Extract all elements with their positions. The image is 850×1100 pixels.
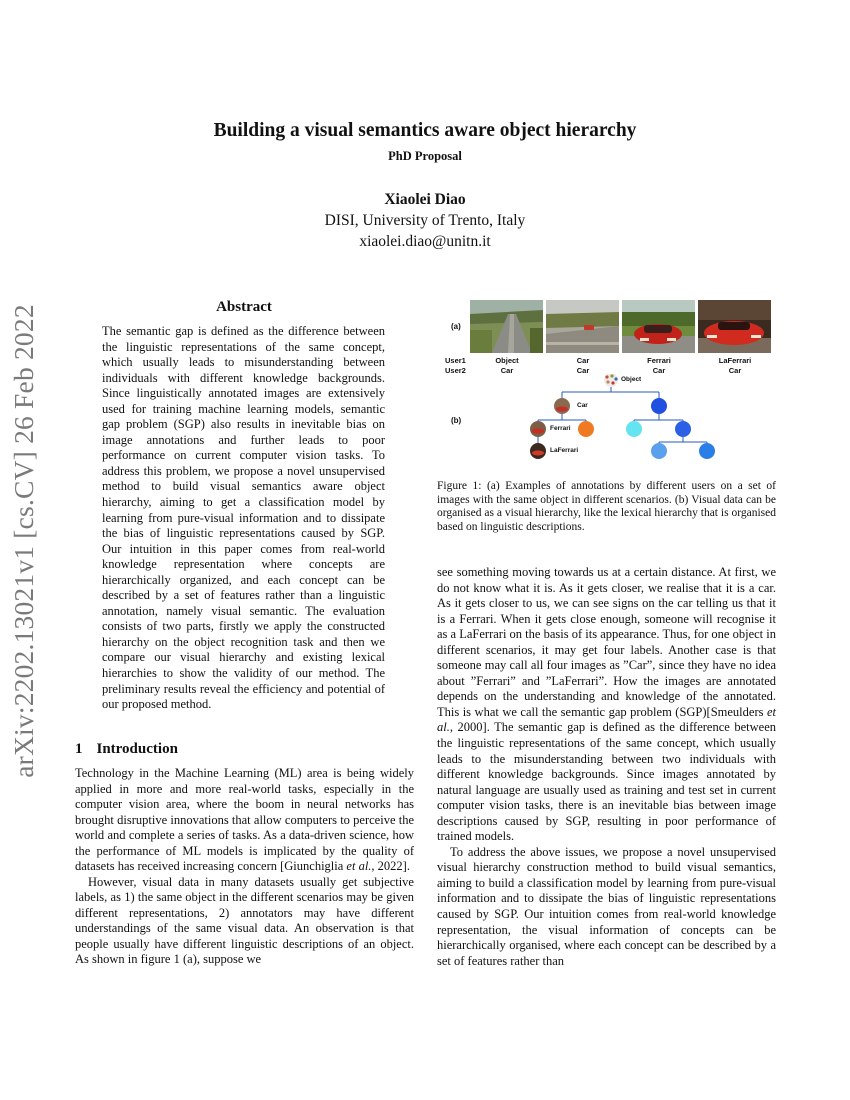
panel-label-a: (a) [451, 322, 461, 331]
visual-hierarchy-diagram [437, 374, 776, 474]
text-run: Technology in the Machine Learning (ML) area is being widely applied in more and more real-world tasks, especially in the computer vision area, where the boom in neural networks has brought disruptive innovations that allow computers to perceive the world and complete a series of tasks. As a data-driven science, how the performance of ML models is implicated by the quality of datasets has received increasing concern [Giunchiglia [75, 766, 414, 873]
object-node [604, 374, 618, 387]
figure-1 [437, 296, 776, 476]
car-node [554, 398, 570, 414]
arxiv-id: arXiv:2202.13021v1 [cs.CV] 26 Feb 2022 [8, 304, 39, 778]
annotation-u2: Car [652, 366, 666, 375]
tree-label-ferrari: Ferrari [550, 425, 571, 432]
annotation-u2: Car [576, 366, 590, 375]
light-blue-node [651, 443, 667, 459]
right-column-body [437, 565, 776, 969]
laferrari-node [530, 443, 546, 459]
user2-label: User2 [445, 366, 466, 375]
user1-label: User1 [445, 356, 466, 365]
cyan-node [626, 421, 642, 437]
photo-road [470, 300, 543, 353]
annotation-u1: Object [495, 356, 519, 365]
annotation-u2: Car [500, 366, 514, 375]
annotation-u1: Ferrari [647, 356, 671, 365]
section-heading [75, 741, 178, 758]
abstract-text: The semantic gap is defined as the difference between the linguistic representations of the same concept, which usually leads to misunderstanding between individuals with different knowledge backgrounds. Since linguistically annotated images are extensively used for training machine learning models, semantic gap problem (SGP) also results in inevitable bias on image annotations and further leads to poor performance on current computer vision tasks. To address this problem, we propose a novel unsupervised method to build visual semantics aware object hierarchy, aiming to get a classification model by learning from pure-visual information and to dissipate the bias of linguistic representations caused by SGP. Our intuition in this paper comes from real-world knowledge representation where concepts are hierarchically organized, and each concept can be described by a set of features rather than a linguistic annotation, namely visual semantic. The evaluation consists of two parts, firstly we apply the constructed hierarchy on the object recognition task and then we compare our visual hierarchy and existing lexical hierarchies to show the validity of our method. The preliminary results reveal the efficiency and potential of our proposed method. [102, 324, 385, 712]
photo-laferrari [698, 300, 771, 353]
figure-caption: Figure 1: (a) Examples of annotations by different users on a set of images with the same object in different scenarios. (b) Visual data can be organised as a visual hierarchy, like the lexical hierarchy that is organised based on linguistic descriptions. [437, 480, 776, 533]
orange-node [578, 421, 594, 437]
text-run: , 2000]. The semantic gap is defined as the difference between the linguistic representations of the same concept, which usually leads to the misunderstanding between two individuals with different knowledge backgrounds. Since images annotated by natural language are usually used as training and test set in current computer vision tasks, there is an inevitable bias between image descriptions caused by SGP, resulting in poor performance of trained models. [437, 720, 776, 844]
paragraph: To address the above issues, we propose a novel unsupervised visual hierarchy construction method to build visual semantics, aiming to build a classification model by learning from pure-visual information and to dissipate the bias of linguistic representations caused by SGP. Our intuition comes from real-world knowledge representation, the visual information of concepts can be hierarchically organised, where each concept can be described by a set of features rather than [437, 844, 776, 968]
author-email: xiaolei.diao@unitn.it [359, 233, 491, 250]
abstract-heading: Abstract [216, 299, 272, 315]
author-affiliation: DISI, University of Trento, Italy [324, 212, 526, 229]
photo-car [546, 300, 619, 353]
annotation-u1: Car [576, 356, 590, 365]
section-number: 1 [75, 741, 83, 757]
arxiv-stamp [2, 292, 46, 790]
text-run: see something moving towards us at a certain distance. At first, we do not know what it is. As it gets closer, we realise that it is a car. As it gets closer to us, we can see signs on the car telling us that it is a Ferrari. When it gets close enough, someone will recognise it as a LaFerrari on the basis of its appearance. Thus, for one object in different scenarios, it may get four labels. Another case is that someone may call all four images as ”Car”, since they have no idea about ”Ferrari” and ”LaFerrari”. How the images are annotated depends on the understanding and knowledge of the annotated. This is what we call the semantic gap problem (SGP)[Smeulders [437, 565, 776, 719]
blue-node [699, 443, 715, 459]
annotation-u1: LaFerrari [718, 356, 752, 365]
paper-subtitle: PhD Proposal [388, 149, 462, 163]
paragraph [437, 565, 776, 845]
panel-label-b: (b) [451, 416, 462, 425]
text-run-italic: et al. [437, 704, 776, 735]
section-title: Introduction [96, 741, 178, 757]
tree-label-object: Object [621, 376, 642, 383]
text-run: , 2022]. [371, 859, 410, 873]
paragraph [75, 766, 414, 875]
paper-title: Building a visual semantics aware object hierarchy [213, 120, 637, 141]
annotation-u2: Car [728, 366, 742, 375]
tree-label-laferrari: LaFerrari [550, 447, 579, 454]
paragraph: However, visual data in many datasets usually get subjective labels, as 1) the same object in the different scenarios may be given different representations, 2) annotators may have different understandings of the same visual data. An observation is that people usually have different linguistic descriptions of an object. As shown in figure 1 (a), suppose we [75, 874, 414, 966]
left-column-body [75, 766, 414, 968]
text-run-italic: et al. [346, 859, 372, 873]
tree-label-car: Car [577, 402, 588, 409]
author-name: Xiaolei Diao [384, 191, 466, 208]
ferrari-node [530, 421, 546, 437]
blue-node [651, 398, 667, 414]
photo-ferrari [622, 300, 695, 353]
blue-node [675, 421, 691, 437]
